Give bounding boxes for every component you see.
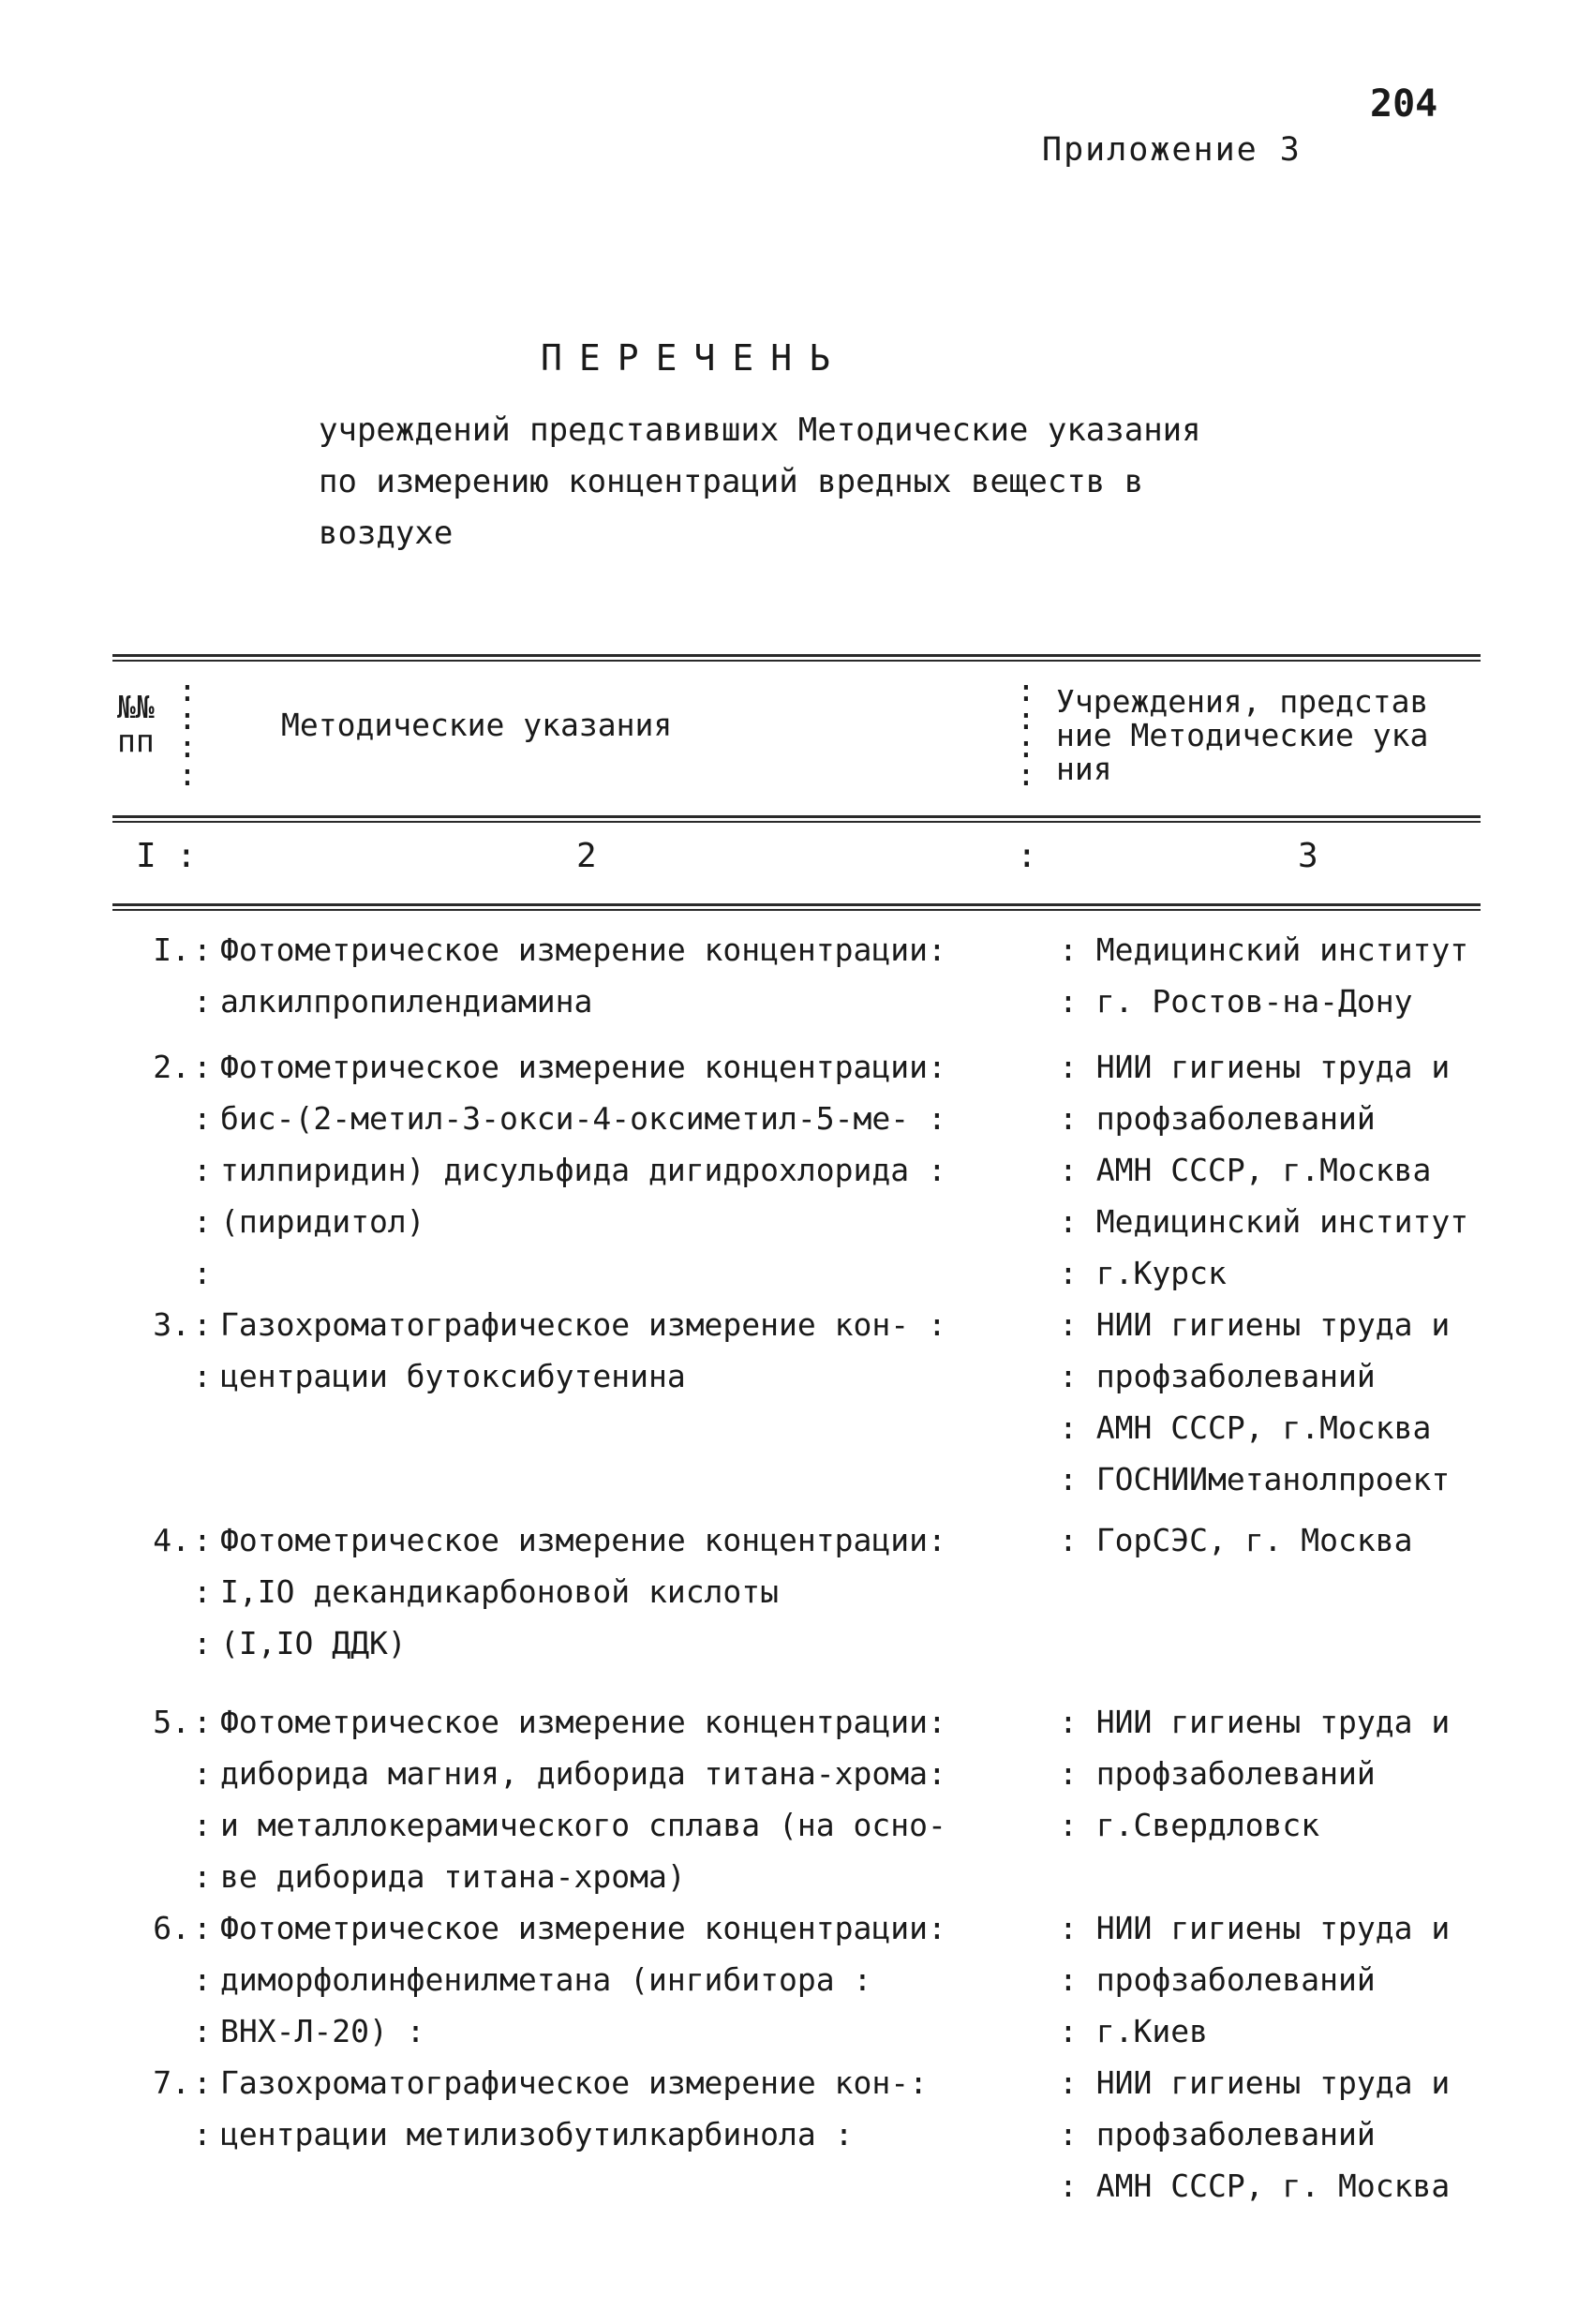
row-separator: : : : <box>193 1910 212 2049</box>
subtitle-line: учреждений представивших Методические указания <box>319 411 1201 449</box>
row-number: 5. <box>153 1704 190 1740</box>
method-text: Газохроматографическое измерение кон-: центрации метилизобутилкарбинола : <box>220 2064 928 2153</box>
row-number: I. <box>153 931 190 968</box>
row-separator: : : : : <box>193 1704 212 1895</box>
method-text: Фотометрическое измерение концентрации: бис-(2-метил-3-окси-4-оксиметил-5-ме- : тилпиридин) дисульфида дигидрохлорида : (пиридитол) <box>220 1049 946 1240</box>
row-number: 7. <box>153 2064 190 2101</box>
method-text: Фотометрическое измерение концентрации: диморфолинфенилметана (ингибитора : ВНХ-Л-20) : <box>220 1910 946 2049</box>
header-separator: : : : : <box>1017 672 1035 793</box>
institution-text: : НИИ гигиены труда и : профзаболеваний : АМН СССР, г. Москва <box>1059 2057 1490 2212</box>
row-separator: : : : <box>193 1522 212 1661</box>
header-bottom-rule <box>112 815 1481 818</box>
document-subtitle <box>319 405 1312 559</box>
subtitle-line: по измерению концентраций вредных веществ в <box>319 463 1144 500</box>
header-methods: Методические указания <box>281 707 673 743</box>
colnum-bottom-rule <box>112 903 1481 906</box>
table-top-rule <box>112 654 1481 657</box>
row-separator: : : <box>193 2064 212 2153</box>
column-separator: : <box>1017 837 1037 875</box>
column-separator: : <box>176 837 197 875</box>
row-separator: : : <box>193 1306 212 1394</box>
method-text: Фотометрическое измерение концентрации: алкилпропилендиамина <box>220 931 946 1020</box>
header-institutions-line3: ния <box>1056 751 1112 787</box>
colnum-bottom-rule-double <box>112 909 1481 911</box>
column-number-3: 3 <box>1298 837 1318 875</box>
row-number: 2. <box>153 1049 190 1085</box>
header-num-line2: пп <box>117 723 155 759</box>
row-number: 4. <box>153 1522 190 1558</box>
institution-text: : Медицинский институт : г. Ростов-на-Дону <box>1059 924 1490 1027</box>
header-institutions-line2: ние Методические ука <box>1056 717 1429 753</box>
table-top-rule-double <box>112 660 1481 662</box>
institution-text: : НИИ гигиены труда и : профзаболеваний : г.Свердловск <box>1059 1696 1490 1851</box>
subtitle-line: воздухе <box>319 514 454 552</box>
header-institutions-line1: Учреждения, представ <box>1056 683 1429 720</box>
institution-text: : НИИ гигиены труда и : профзаболеваний : АМН СССР, г.Москва : Медицинский институт : г.Курск <box>1059 1041 1490 1299</box>
method-text: Газохроматографическое измерение кон- : центрации бутоксибутенина <box>220 1306 946 1394</box>
column-number-1: I <box>136 837 156 875</box>
document-title: ПЕРЕЧЕНЬ <box>541 337 848 379</box>
header-bottom-rule-double <box>112 821 1481 823</box>
row-number: 3. <box>153 1306 190 1343</box>
header-num-line1: №№ <box>117 689 155 725</box>
method-text: Фотометрическое измерение концентрации: диборида магния, диборида титана-хрома: и металлокерамического сплава (на осно- ве диборида титана-хрома) <box>220 1704 946 1895</box>
page-number: 204 <box>1370 82 1438 126</box>
row-separator: : : : : : <box>193 1049 212 1291</box>
institution-text: : ГорСЭС, г. Москва <box>1059 1514 1490 1566</box>
appendix-label: Приложение 3 <box>1042 131 1302 169</box>
row-number: 6. <box>153 1910 190 1946</box>
institution-text: : НИИ гигиены труда и : профзаболеваний : АМН СССР, г.Москва : ГОСНИИметанолпроект <box>1059 1299 1490 1505</box>
institution-text: : НИИ гигиены труда и : профзаболеваний : г.Киев <box>1059 1902 1490 2057</box>
row-separator: : : <box>193 931 212 1020</box>
column-number-2: 2 <box>576 837 597 875</box>
header-separator: : : : : <box>178 672 197 793</box>
method-text: Фотометрическое измерение концентрации: I,IO декандикарбоновой кислоты (I,IO ДДК) <box>220 1522 946 1661</box>
